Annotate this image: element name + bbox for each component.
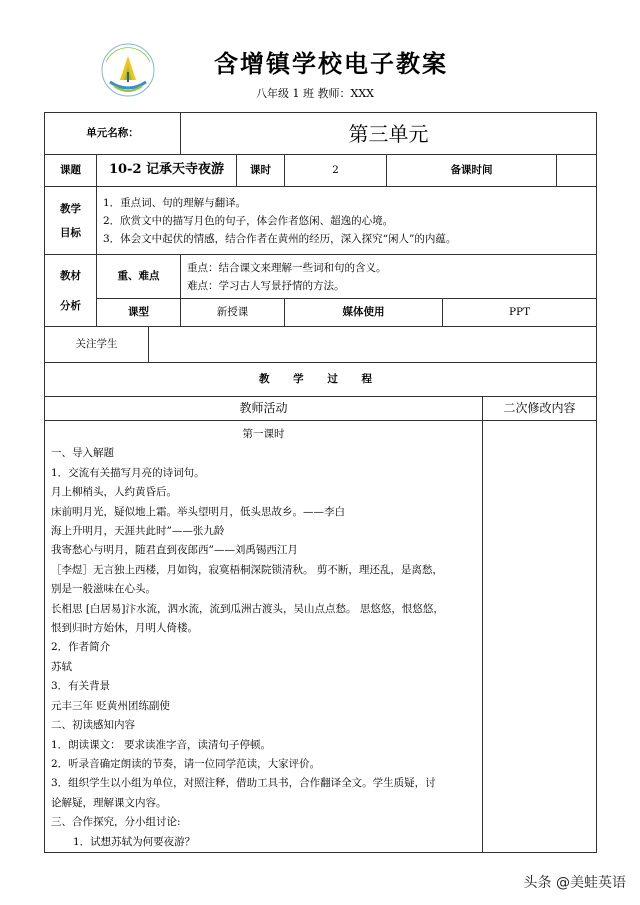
focus-students-value	[149, 327, 597, 363]
activity-line: 海上升明月，天涯共此时”——张九龄	[51, 525, 225, 538]
key-point-item: 重点：结合课文来理解一些词和句的含义。	[187, 261, 387, 274]
teacher-activity-content	[45, 421, 483, 853]
activity-line: 论解疑，理解课文内容。	[51, 796, 167, 809]
activity-line: 三、合作探究，分小组讨论:	[51, 816, 181, 829]
media-label: 媒体使用	[285, 299, 443, 327]
activity-line: ［李煜］无言独上西楼，月如钩，寂寞梧桐深院锁清秋。 剪不断，理还乱，是离愁，	[51, 563, 443, 576]
key-points-label: 重、难点	[97, 255, 181, 299]
page-header	[0, 0, 640, 112]
activity-line: 一、导入解题	[51, 447, 114, 460]
key-points-list	[181, 255, 597, 299]
analysis-label: 教材 分析	[45, 255, 97, 327]
activity-line: 苏轼	[51, 660, 72, 673]
class-teacher-line: 八年级 1 班 教师：XXX	[256, 87, 374, 100]
school-logo-icon	[100, 42, 156, 98]
activity-line: 恨到归时方始休，月明人倚楼。	[51, 622, 198, 635]
goal-item: 1．重点词、句的理解与翻译。	[103, 196, 247, 209]
topic-label: 课题	[45, 155, 97, 187]
activity-line: 长相思 [白居易]汴水流，泗水流，流到瓜洲古渡头，吴山点点愁。 思悠悠，恨悠悠，	[51, 602, 444, 615]
activity-line: 2．听录音确定朗读的节奏，请一位同学范读，大家评价。	[51, 757, 321, 770]
prep-time-label: 备课时间	[387, 155, 557, 187]
first-lesson-heading: 第一课时	[242, 428, 285, 440]
key-point-item: 难点：学习古人写景抒情的方法。	[187, 279, 345, 292]
page-title: 含增镇学校电子教案	[214, 49, 448, 78]
hours-value: 2	[285, 155, 387, 187]
process-title: 教 学 过 程	[45, 363, 597, 397]
activity-line: 月上柳梢头，人约黄昏后。	[51, 486, 177, 499]
activity-line: 2．作者简介	[51, 641, 111, 654]
goal-item: 3．体会文中起伏的情感，结合作者在黄州的经历，深入探究“闲人”的内蕴。	[103, 232, 457, 245]
media-value: PPT	[443, 299, 597, 327]
lesson-type-value: 新授课	[181, 299, 285, 327]
lesson-plan-table	[44, 112, 597, 853]
goals-label: 教学 目标	[45, 187, 97, 255]
hours-label: 课时	[237, 155, 285, 187]
watermark: 头条 @美蛙英语	[523, 875, 626, 891]
activity-line: 3．组织学生以小组为单位，对照注释，借助工具书，合作翻译全文。学生质疑，讨	[51, 777, 436, 790]
goals-list	[97, 187, 597, 255]
teacher-activity-header: 教师活动	[45, 397, 483, 421]
unit-name-value: 第三单元	[181, 113, 597, 155]
activity-line: 别是一般滋味在心头。	[51, 583, 156, 596]
activity-line: 1．交流有关描写月亮的诗词句。	[51, 466, 205, 479]
activity-line: 1．试想苏轼为何要夜游？	[73, 835, 196, 848]
prep-time-value	[557, 155, 597, 187]
activity-line: 1．朗读课文： 要求读准字音，读清句子停顿。	[51, 738, 272, 751]
unit-name-label: 单元名称：	[45, 113, 181, 155]
revision-content	[483, 421, 597, 853]
activity-line: 床前明月光，疑似地上霜。举头望明月，低头思故乡。——李白	[51, 505, 345, 518]
activity-line: 3．有关背景	[51, 680, 111, 693]
topic-value: 10-2 记承天寺夜游	[97, 155, 237, 187]
revision-header: 二次修改内容	[483, 397, 597, 421]
activity-line: 元丰三年 贬黄州团练副使	[51, 699, 170, 712]
focus-students-label: 关注学生	[45, 327, 149, 363]
goal-item: 2．欣赏文中的描写月色的句子，体会作者悠闲、超逸的心境。	[103, 214, 394, 227]
activity-line: 我寄愁心与明月，随君直到夜郎西”——刘禹锡西江月	[51, 544, 298, 557]
activity-line: 二、初读感知内容	[51, 719, 135, 732]
lesson-type-label: 课型	[97, 299, 181, 327]
